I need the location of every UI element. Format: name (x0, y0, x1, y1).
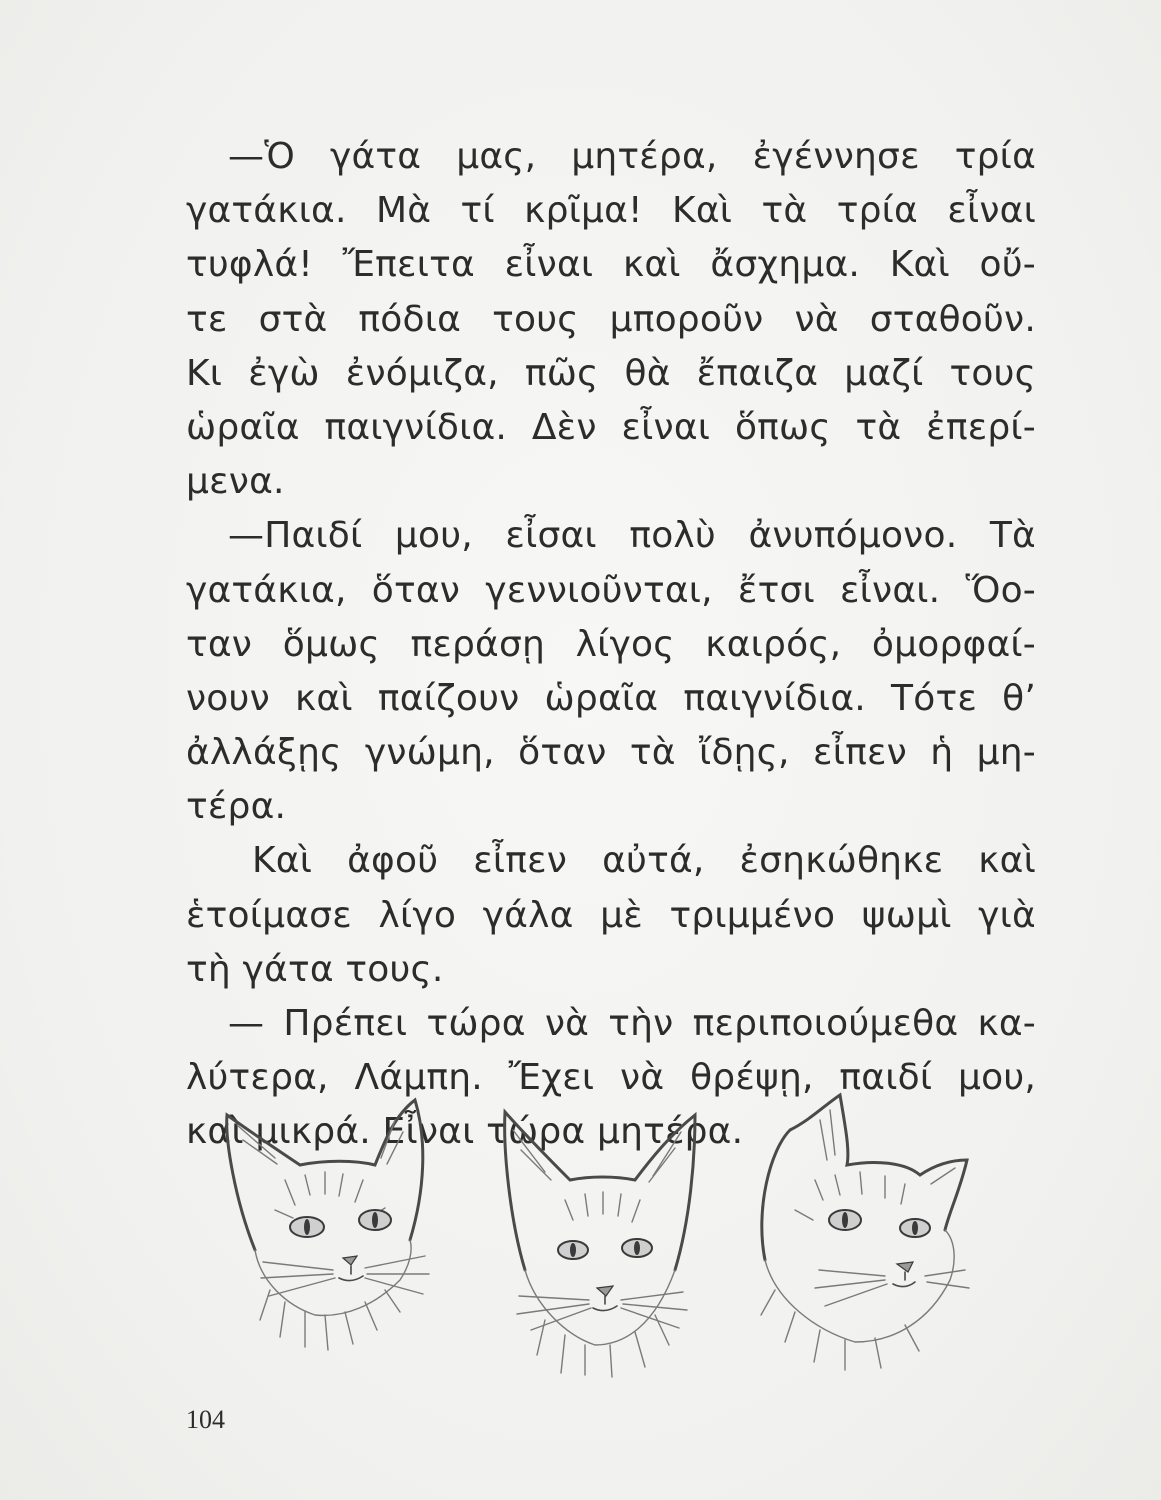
kitten-head-left (227, 1100, 429, 1350)
story-text (186, 130, 1036, 1160)
kitten-head-right (761, 1095, 969, 1370)
page-number: 104 (186, 1405, 225, 1434)
text-line: λύτερα, Λάμπη. Ἔχει νὰ θρέψῃ, παιδί μου, (186, 1057, 1036, 1099)
text-line: νουν καὶ παίζουν ὡραῖα παιγνίδια. Τότε θ’ (186, 677, 1036, 719)
text-line: μενα. (186, 461, 285, 503)
text-line: τέρα. (186, 786, 287, 828)
text-line: —Παιδί μου, εἶσαι πολὺ ἀνυπόμονο. Τὰ (228, 515, 1036, 557)
kittens-illustration (215, 1080, 975, 1380)
text-line: τὴ γάτα τους. (186, 948, 444, 990)
text-line: τυφλά! Ἔπειτα εἶναι καὶ ἄσχημα. Καὶ οὔ- (186, 244, 1036, 286)
text-line: τε στὰ πόδια τους μποροῦν νὰ σταθοῦν. (186, 298, 1036, 340)
text-line: ταν ὅμως περάσῃ λίγος καιρός, ὀμορφαί- (186, 623, 1036, 665)
text-line: καὶ μικρά. Εἶναι τώρα μητέρα. (186, 1111, 744, 1153)
text-line: γατάκια, ὅταν γεννιοῦνται, ἔτσι εἶναι. Ὅο- (186, 569, 1036, 611)
text-line: —Ὁ γάτα μας, μητέρα, ἐγέννησε τρία (228, 136, 1036, 177)
text-line: γατάκια. Μὰ τί κρῖμα! Καὶ τὰ τρία εἶναι (186, 190, 1036, 232)
text-line: Καὶ ἀφοῦ εἶπεν αὐτά, ἐσηκώθηκε καὶ (252, 840, 1036, 882)
text-line: — Πρέπει τώρα νὰ τὴν περιποιούμεθα κα- (228, 1003, 1036, 1044)
text-line: ὡραῖα παιγνίδια. Δὲν εἶναι ὅπως τὰ ἐπερί- (186, 406, 1036, 448)
text-line: ἑτοίμασε λίγο γάλα μὲ τριμμένο ψωμὶ γιὰ (186, 894, 1036, 936)
text-line: ἀλλάξῃς γνώμη, ὅταν τὰ ἴδῃς, εἶπεν ἡ μη- (186, 732, 1036, 774)
kitten-head-middle (505, 1112, 695, 1377)
text-line: Κι ἐγὼ ἐνόμιζα, πῶς θὰ ἔπαιζα μαζί τους (186, 352, 1036, 394)
